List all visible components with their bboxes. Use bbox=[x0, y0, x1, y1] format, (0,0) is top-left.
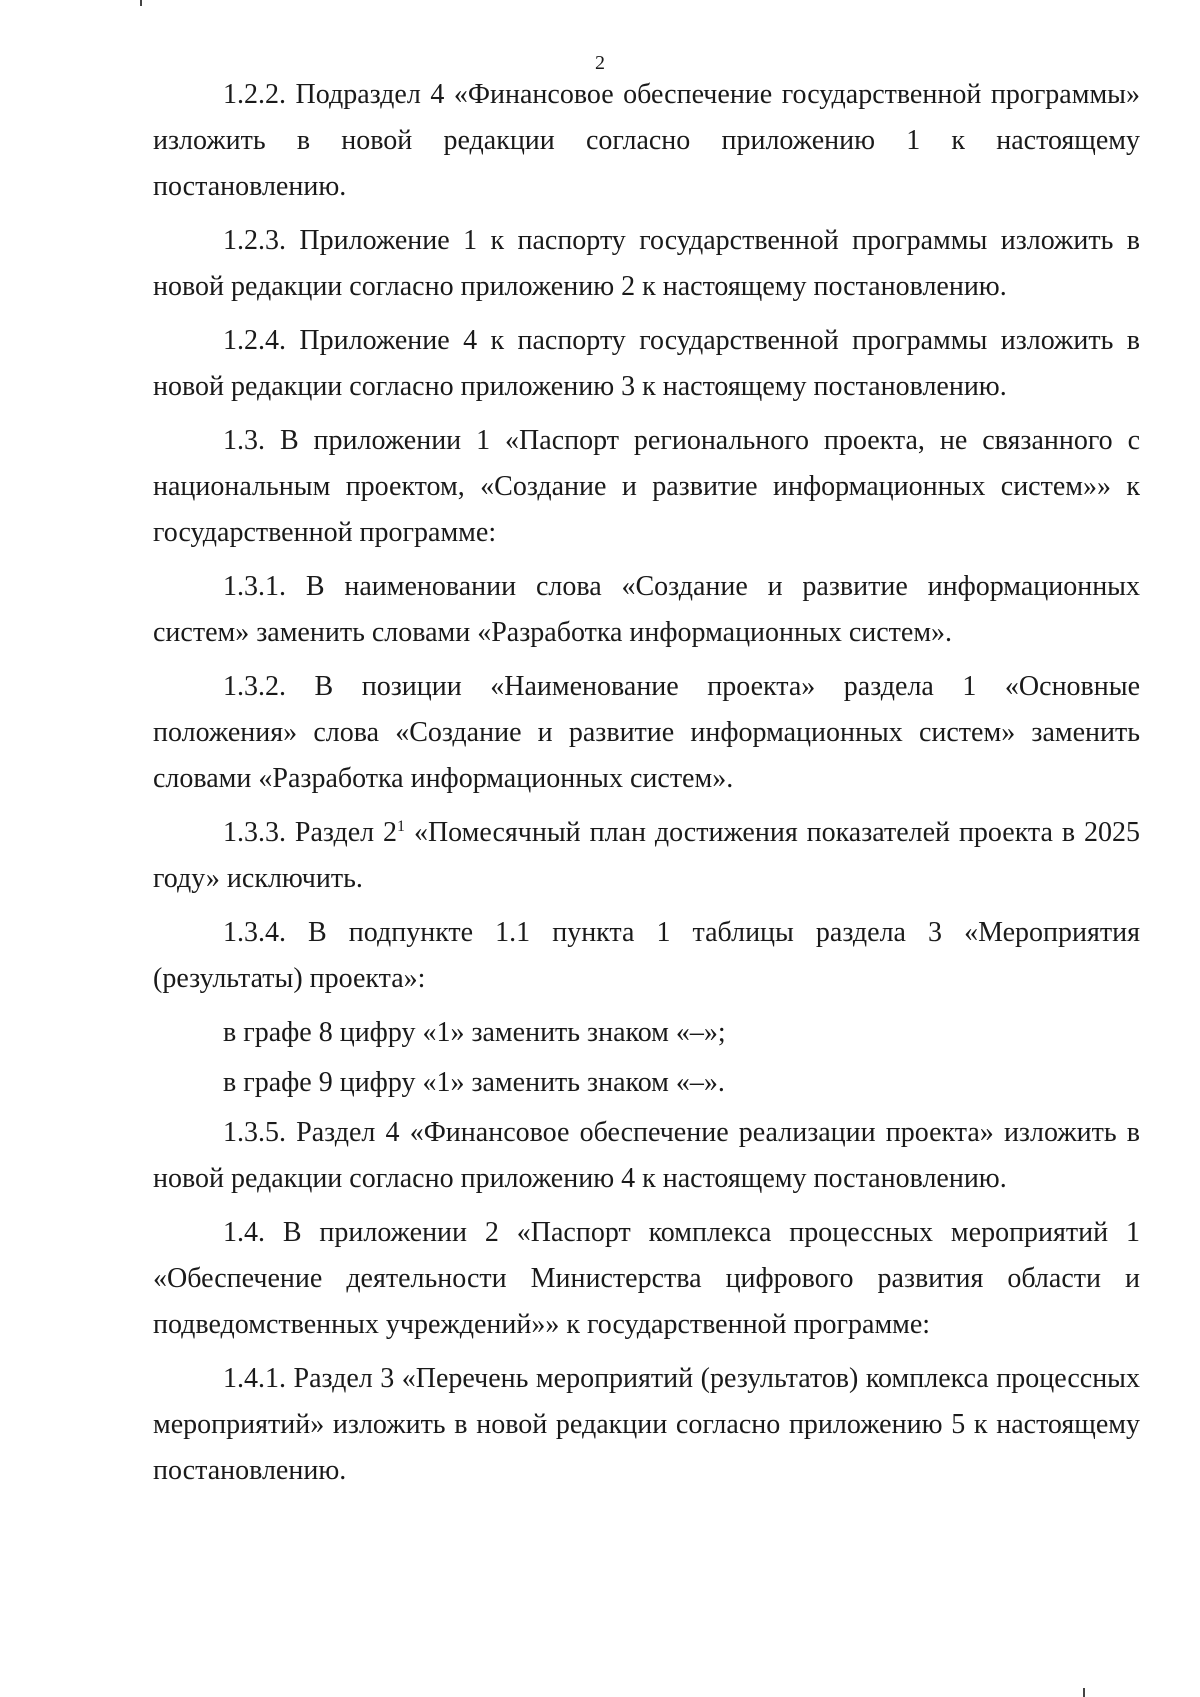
paragraph-1-3-3 bbox=[153, 810, 1140, 902]
paragraph-1-2-3: 1.2.3. Приложение 1 к паспорту государственной программы изложить в новой редакции согласно приложению 2 к настоящему постановлению. bbox=[153, 225, 1140, 302]
paragraph-1-2-2: 1.2.2. Подраздел 4 «Финансовое обеспечение государственной программы» изложить в новой редакции согласно приложению 1 к настоящему постановлению. bbox=[153, 79, 1140, 202]
paragraph-1-3-1: 1.3.1. В наименовании слова «Создание и развитие информационных систем» заменить словами «Разработка информационных систем». bbox=[153, 571, 1140, 648]
section-superscript: 1 bbox=[397, 818, 406, 835]
paragraph-1-3-3-end: «Помесячный план достижения показателей проекта в 2025 году» исключить. bbox=[153, 817, 1140, 894]
paragraph-column-8: в графе 8 цифру «1» заменить знаком «–»; bbox=[223, 1017, 726, 1048]
paragraph-1-4: 1.4. В приложении 2 «Паспорт комплекса процессных мероприятий 1 «Обеспечение деятельности Министерства цифрового развития области и подведомственных учреждений»» к государственной программе: bbox=[153, 1217, 1140, 1340]
paragraph-1-3-5: 1.3.5. Раздел 4 «Финансовое обеспечение реализации проекта» изложить в новой редакции согласно приложению 4 к настоящему постановлению. bbox=[153, 1117, 1140, 1194]
document-body bbox=[153, 72, 1140, 1502]
paragraph-column-9: в графе 9 цифру «1» заменить знаком «–». bbox=[223, 1067, 725, 1098]
scan-artifact-top bbox=[140, 0, 142, 6]
page-number: 2 bbox=[595, 52, 605, 74]
scan-artifact-bottom bbox=[1083, 1688, 1085, 1697]
paragraph-1-3-2: 1.3.2. В позиции «Наименование проекта» раздела 1 «Основные положения» слова «Создание и развитие информационных систем» заменить словами «Разработка информационных систем». bbox=[153, 671, 1140, 794]
paragraph-1-3-3-start: 1.3.3. Раздел 2 bbox=[223, 817, 398, 848]
paragraph-1-3: 1.3. В приложении 1 «Паспорт регионального проекта, не связанного с национальным проектом, «Создание и развитие информационных систем»» к государственной программе: bbox=[153, 425, 1140, 548]
paragraph-1-3-4: 1.3.4. В подпункте 1.1 пункта 1 таблицы раздела 3 «Мероприятия (результаты) проекта»: bbox=[153, 917, 1140, 994]
paragraph-1-2-4: 1.2.4. Приложение 4 к паспорту государственной программы изложить в новой редакции согласно приложению 3 к настоящему постановлению. bbox=[153, 325, 1140, 402]
paragraph-1-4-1: 1.4.1. Раздел 3 «Перечень мероприятий (результатов) комплекса процессных мероприятий» изложить в новой редакции согласно приложению 5 к настоящему постановлению. bbox=[153, 1363, 1140, 1486]
